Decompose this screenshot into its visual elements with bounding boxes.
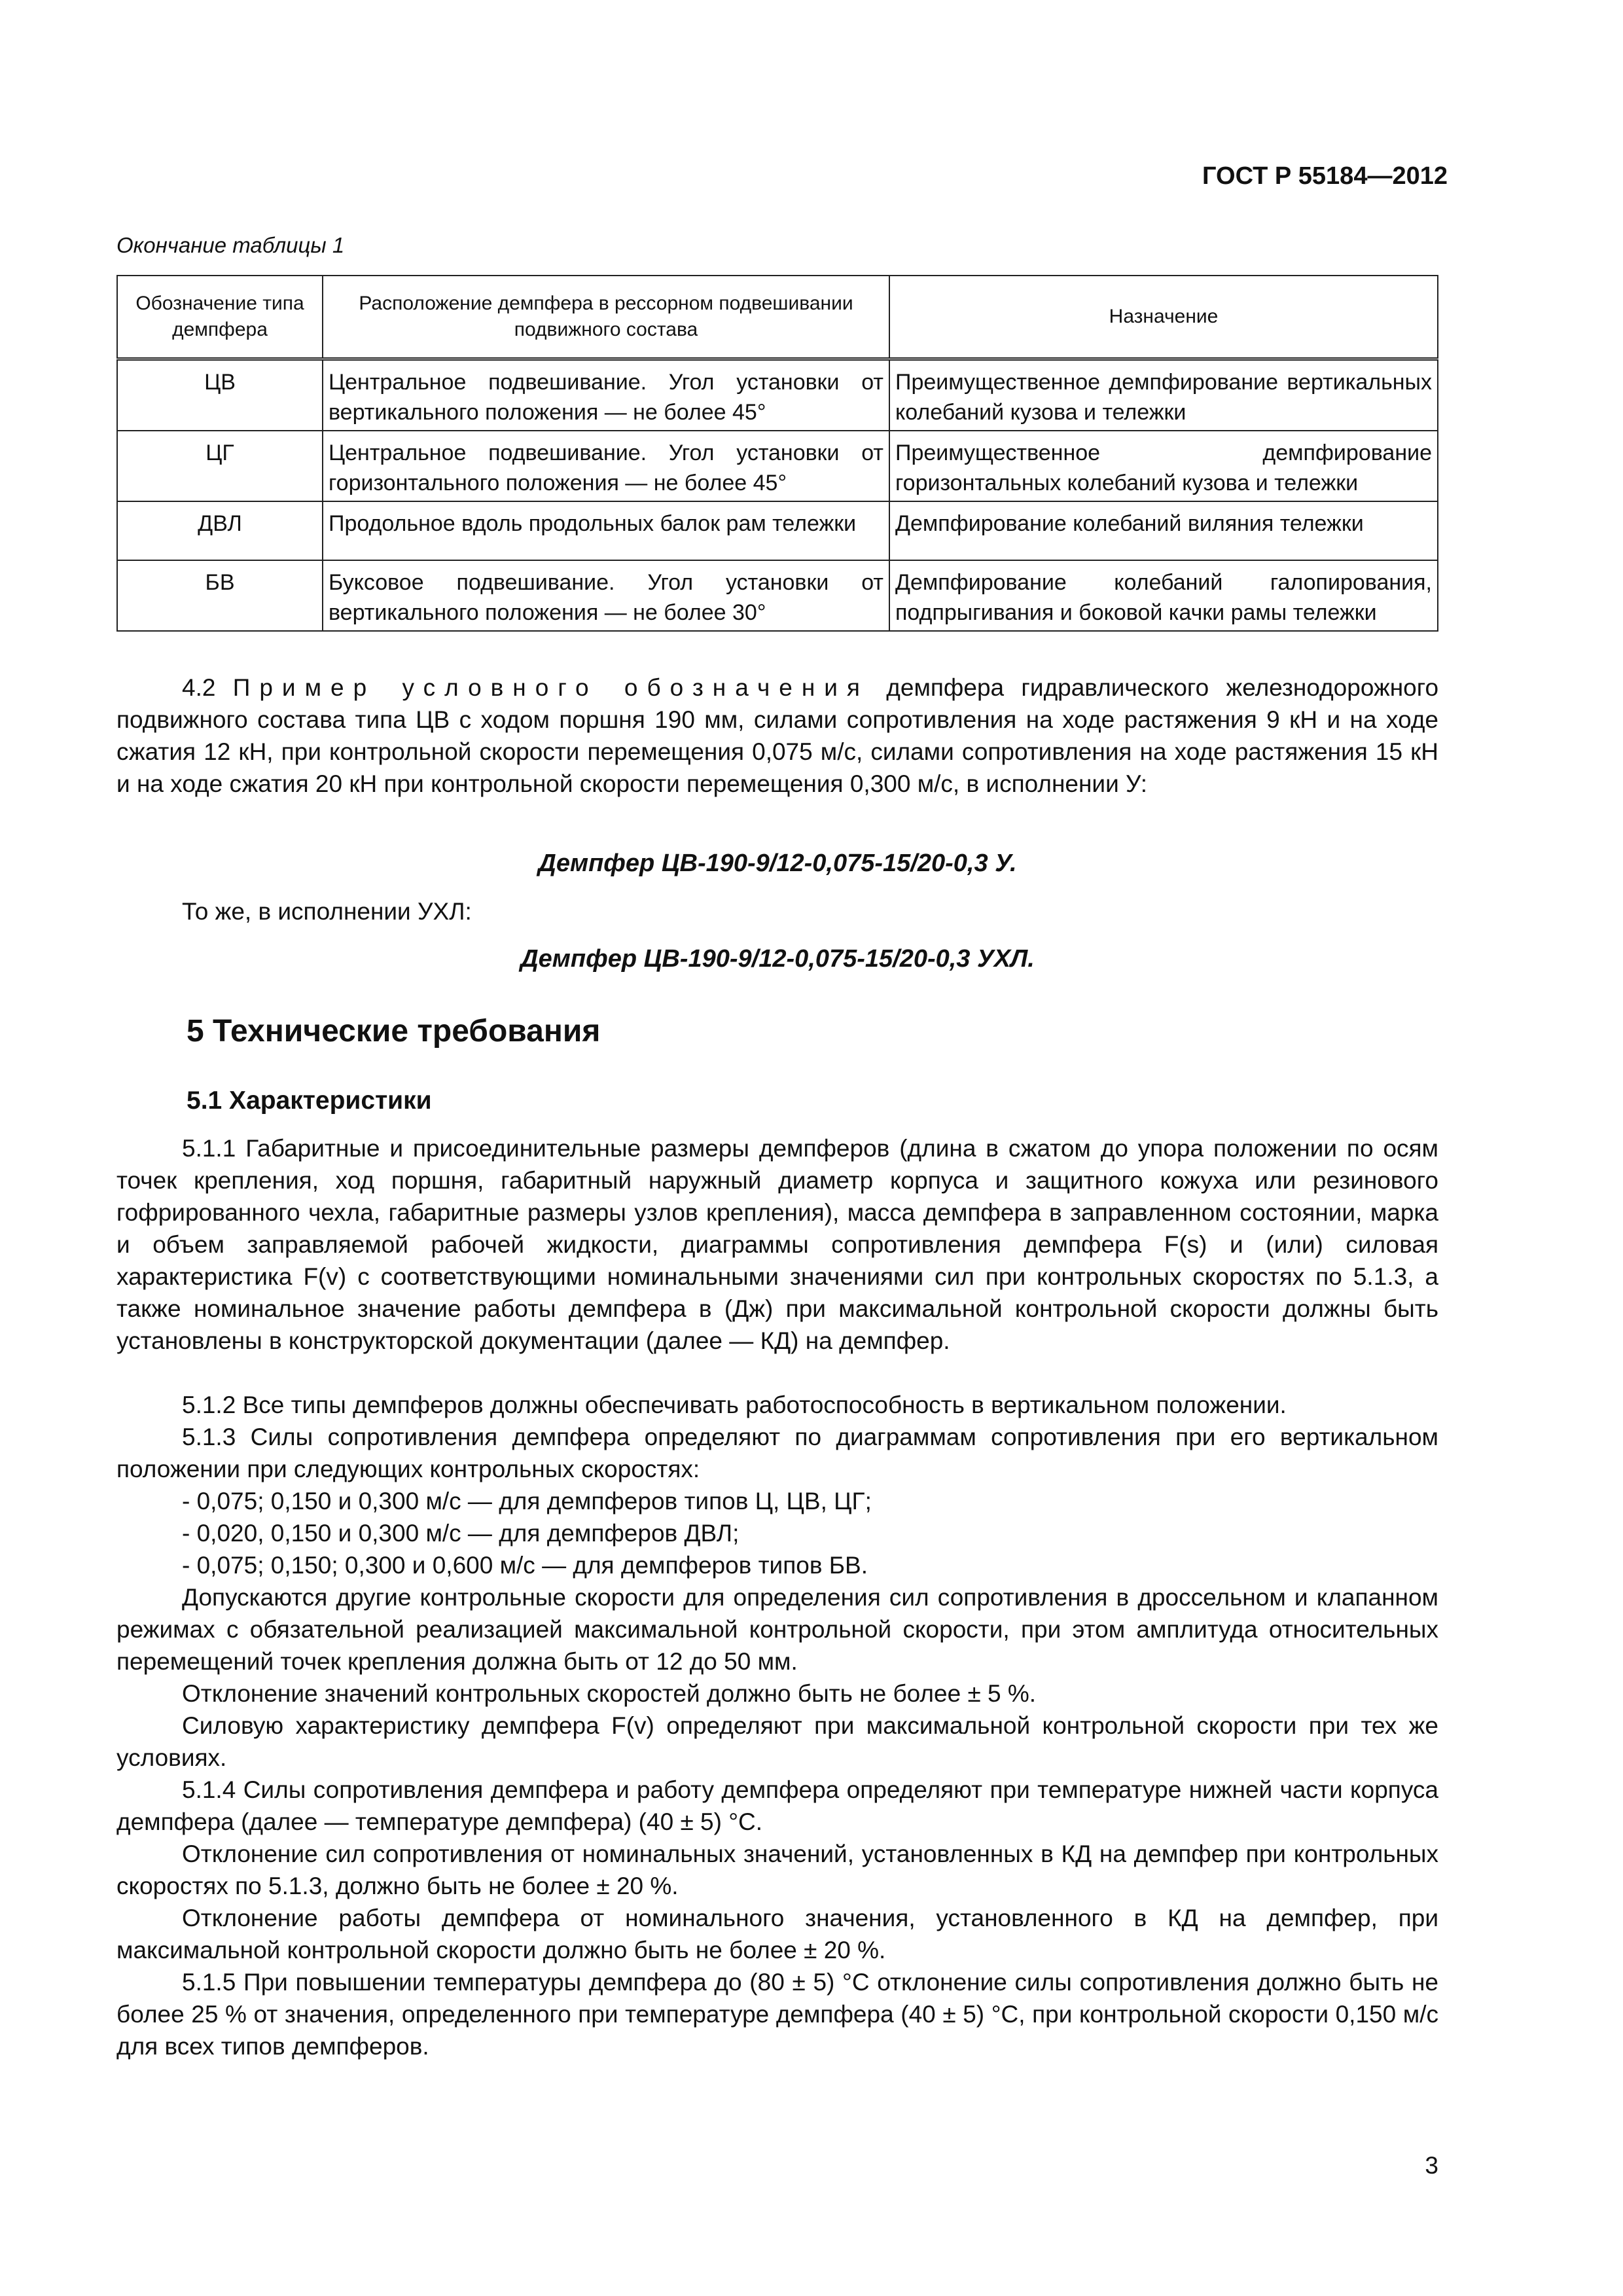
document-header: ГОСТ Р 55184—2012 <box>1202 162 1448 190</box>
cell-purpose: Демпфирование колебаний галопирования, подпрыгивания и боковой качки рамы тележки <box>889 560 1438 631</box>
table-row <box>117 501 1438 560</box>
header-type: Обозначение типа демпфера <box>117 276 323 359</box>
paragraph-5-1-3-deviation: Отклонение значений контрольных скоростей должно быть не более ± 5 %. <box>182 1680 1037 1707</box>
designation-uhl: Демпфер ЦВ-190-9/12-0,075-15/20-0,3 УХЛ. <box>520 945 1035 973</box>
paragraph-5-1-1: 5.1.1 Габаритные и присоединительные размеры демпферов (длина в сжатом до упора положении по осям точек крепления, ход поршня, габаритный наружный диаметр корпуса и защитного кожуха или резинового гофрированного чехла, габаритные размеры узлов крепления), масса демпфера в заправленном состоянии, марка и объем заправляемой рабочей жидкости, диаграммы сопротивления демпфера F(s) и (или) силовая характеристика F(v) с соответствующими номинальными значениями сил при контрольных скоростях по 5.1.3, а также номинальное значение работы демпфера в (Дж) при максимальной контрольной скорости должны быть установлены в конструкторской документации (далее — КД) на демпфер. <box>116 1135 1438 1354</box>
cell-location: Продольное вдоль продольных балок рам тележки <box>323 501 889 560</box>
same-uhl-text: То же, в исполнении УХЛ: <box>182 898 472 925</box>
paragraph-5-1-3: 5.1.3 Силы сопротивления демпфера определяют по диаграммам сопротивления при его вертикальном положении при следующих контрольных скоростях: <box>116 1424 1438 1482</box>
cell-type: БВ <box>117 560 323 631</box>
cell-location: Центральное подвешивание. Угол установки от вертикального положения — не более 45° <box>323 359 889 431</box>
cell-location: Буксовое подвешивание. Угол установки от вертикального положения — не более 30° <box>323 560 889 631</box>
cell-purpose: Преимущественное демпфирование горизонтальных колебаний кузова и тележки <box>889 431 1438 501</box>
table-caption: Окончание таблицы 1 <box>116 233 345 257</box>
paragraph-4-2 <box>116 672 1438 800</box>
cell-purpose: Демпфирование колебаний виляния тележки <box>889 501 1438 560</box>
paragraph-5-1-4: 5.1.4 Силы сопротивления демпфера и работу демпфера определяют при температуре нижней части корпуса демпфера (далее — температуре демпфера) (40 ± 5) °С. <box>116 1776 1438 1835</box>
cell-purpose: Преимущественное демпфирование вертикальных колебаний кузова и тележки <box>889 359 1438 431</box>
cell-type: ДВЛ <box>117 501 323 560</box>
header-purpose: Назначение <box>889 276 1438 359</box>
paragraph-text: демпфера гидравлического железнодорожного подвижного состава типа ЦВ с ходом поршня 190 мм, силами сопротивления на ходе растяжения 9 кН и на ходе сжатия 12 кН, при контрольной скорости перемещения 0,075 м/с, силами сопротивления на ходе растяжения 15 кН и на ходе сжатия 20 кН при контрольной скорости перемещения 0,300 м/с, в исполнении У: <box>116 674 1439 797</box>
paragraph-5-1-4-work-deviation: Отклонение работы демпфера от номинального значения, установленного в КД на демпфер, при максимальной контрольной скорости должно быть не более ± 20 %. <box>116 1905 1438 1964</box>
page-number: 3 <box>1425 2152 1438 2179</box>
damper-types-table <box>116 275 1438 632</box>
cell-type: ЦВ <box>117 359 323 431</box>
paragraph-5-1-5: 5.1.5 При повышении температуры демпфера до (80 ± 5) °С отклонение силы сопротивления должно быть не более 25 % от значения, определенного при температуре демпфера (40 ± 5) °С, при контрольной скорости 0,150 м/с для всех типов демпферов. <box>116 1969 1438 2060</box>
list-item: - 0,075; 0,150; 0,300 и 0,600 м/с — для демпферов типов БВ. <box>182 1552 868 1579</box>
section-5-heading: 5 Технические требования <box>187 1014 601 1049</box>
paragraph-5-1-3-force-characteristic: Силовую характеристику демпфера F(v) определяют при максимальной контрольной скорости при тех же условиях. <box>116 1712 1438 1771</box>
paragraph-number: 4.2 <box>182 674 216 701</box>
paragraph-5-1-2: 5.1.2 Все типы демпферов должны обеспечивать работоспособность в вертикальном положении. <box>182 1391 1287 1418</box>
designation-u: Демпфер ЦВ-190-9/12-0,075-15/20-0,3 У. <box>538 850 1017 877</box>
spaced-heading: Пример условного обозначения <box>232 674 869 701</box>
subsection-5-1-heading: 5.1 Характеристики <box>187 1086 432 1115</box>
list-item: - 0,020, 0,150 и 0,300 м/с — для демпферов ДВЛ; <box>182 1520 740 1547</box>
paragraph-5-1-3-other-speeds: Допускаются другие контрольные скорости для определения сил сопротивления в дроссельном и клапанном режимах с обязательной реализацией максимальной контрольной скорости, при этом амплитуда относительных перемещений точек крепления должна быть от 12 до 50 мм. <box>116 1584 1438 1675</box>
list-item: - 0,075; 0,150 и 0,300 м/с — для демпферов типов Ц, ЦВ, ЦГ; <box>182 1488 872 1515</box>
cell-type: ЦГ <box>117 431 323 501</box>
header-location: Расположение демпфера в рессорном подвешивании подвижного состава <box>323 276 889 359</box>
paragraph-5-1-4-forces-deviation: Отклонение сил сопротивления от номинальных значений, установленных в КД на демпфер при контрольных скоростях по 5.1.3, должно быть не более ± 20 %. <box>116 1840 1438 1899</box>
table-row <box>117 359 1438 431</box>
cell-location: Центральное подвешивание. Угол установки от горизонтального положения — не более 45° <box>323 431 889 501</box>
table-row <box>117 560 1438 631</box>
table-header-row <box>117 276 1438 359</box>
table-row <box>117 431 1438 501</box>
